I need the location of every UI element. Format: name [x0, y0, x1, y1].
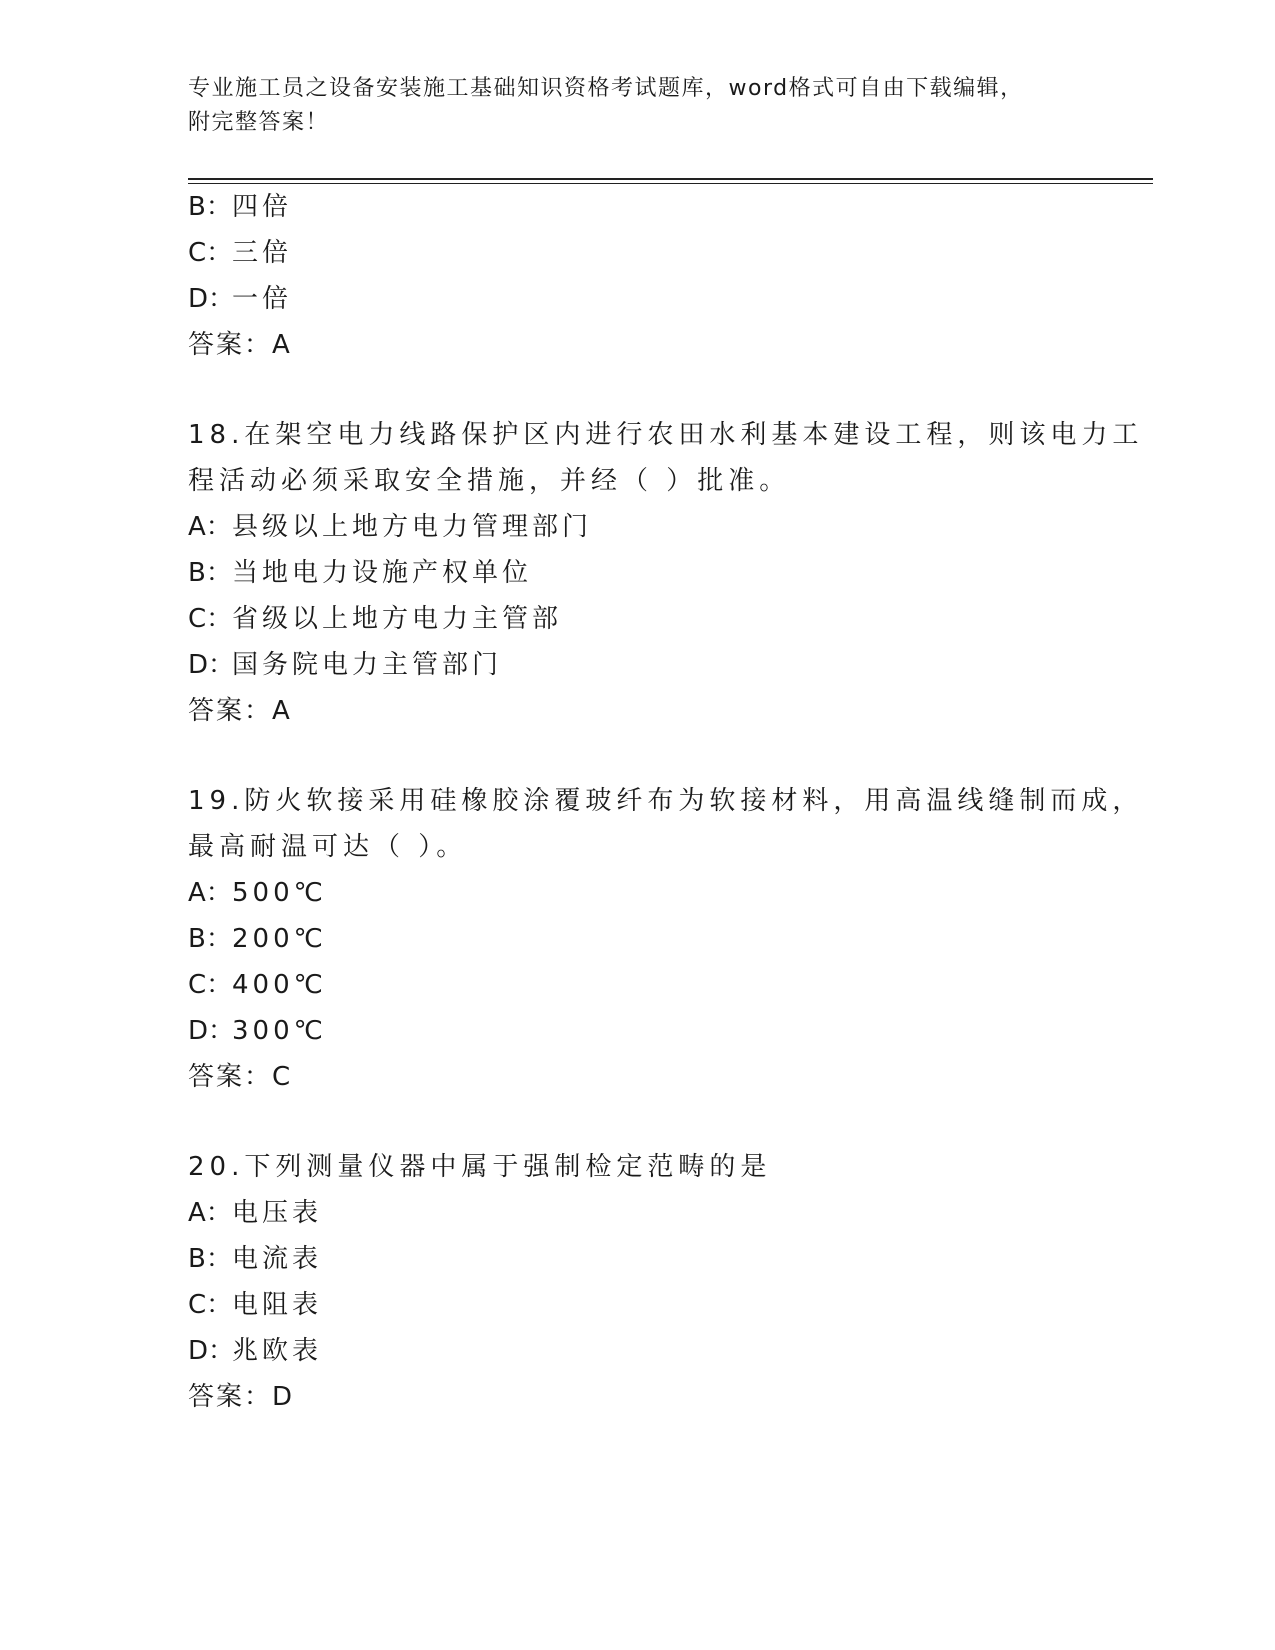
question-text-line-2: 最高耐温可达（ ）。	[188, 832, 468, 862]
option-c	[188, 596, 1153, 642]
question-block-20	[188, 1144, 1153, 1420]
option-key: C：	[188, 970, 233, 1000]
option-c	[188, 962, 1153, 1008]
option-d	[188, 1008, 1153, 1054]
option-key: B：	[188, 192, 232, 222]
question-block-18	[188, 412, 1153, 734]
option-text: 兆欧表	[232, 1336, 323, 1366]
option-key: C：	[188, 604, 233, 634]
option-text: 四倍	[232, 192, 293, 222]
option-text: 电压表	[232, 1198, 323, 1228]
option-d	[188, 642, 1153, 688]
option-text: 300℃	[232, 1016, 327, 1046]
option-key: D：	[188, 650, 235, 680]
option-text: 一倍	[232, 284, 293, 314]
question-text-line-1: 20.下列测量仪器中属于强制检定范畴的是	[188, 1152, 772, 1182]
document-header	[188, 72, 1153, 140]
answer-line: 答案：C	[188, 1062, 293, 1092]
question-text-line-2: 程活动必须采取安全措施，并经（ ）批准。	[188, 466, 791, 496]
option-key: B：	[188, 1244, 232, 1274]
option-b	[188, 184, 1153, 230]
document-page	[188, 72, 1153, 1412]
answer-line: 答案：D	[188, 1382, 295, 1412]
option-text: 当地电力设施产权单位	[232, 558, 533, 588]
option-key: A：	[188, 512, 232, 542]
option-text: 电阻表	[232, 1290, 323, 1320]
option-b	[188, 1236, 1153, 1282]
option-text: 电流表	[232, 1244, 323, 1274]
question-list	[188, 184, 1153, 1420]
question-text-line-1: 19.防火软接采用硅橡胶涂覆玻纤布为软接材料，用高温线缝制而成，	[188, 786, 1144, 816]
option-text: 国务院电力主管部门	[232, 650, 503, 680]
answer-line: 答案：A	[188, 330, 292, 360]
question-text-line-1: 18.在架空电力线路保护区内进行农田水利基本建设工程，则该电力工	[188, 420, 1144, 450]
option-a	[188, 870, 1153, 916]
option-c	[188, 1282, 1153, 1328]
option-c	[188, 230, 1153, 276]
header-title-line-1: 专业施工员之设备安装施工基础知识资格考试题库，word格式可自由下载编辑，	[188, 76, 1024, 101]
option-d	[188, 276, 1153, 322]
option-key: C：	[188, 1290, 233, 1320]
option-a	[188, 504, 1153, 550]
option-text: 400℃	[232, 970, 327, 1000]
option-text: 200℃	[232, 924, 327, 954]
option-key: D：	[188, 1016, 235, 1046]
option-text: 三倍	[232, 238, 293, 268]
question-block-17	[188, 184, 1153, 368]
option-text: 省级以上地方电力主管部	[232, 604, 563, 634]
option-text: 500℃	[232, 878, 327, 908]
option-d	[188, 1328, 1153, 1374]
header-title-line-2: 附完整答案！	[188, 110, 330, 135]
option-a	[188, 1190, 1153, 1236]
option-text: 县级以上地方电力管理部门	[232, 512, 593, 542]
option-key: D：	[188, 284, 235, 314]
answer-line: 答案：A	[188, 696, 292, 726]
option-key: B：	[188, 924, 232, 954]
option-key: C：	[188, 238, 233, 268]
option-key: A：	[188, 1198, 232, 1228]
option-b	[188, 916, 1153, 962]
option-key: D：	[188, 1336, 235, 1366]
option-key: B：	[188, 558, 232, 588]
option-key: A：	[188, 878, 232, 908]
option-b	[188, 550, 1153, 596]
question-block-19	[188, 778, 1153, 1100]
